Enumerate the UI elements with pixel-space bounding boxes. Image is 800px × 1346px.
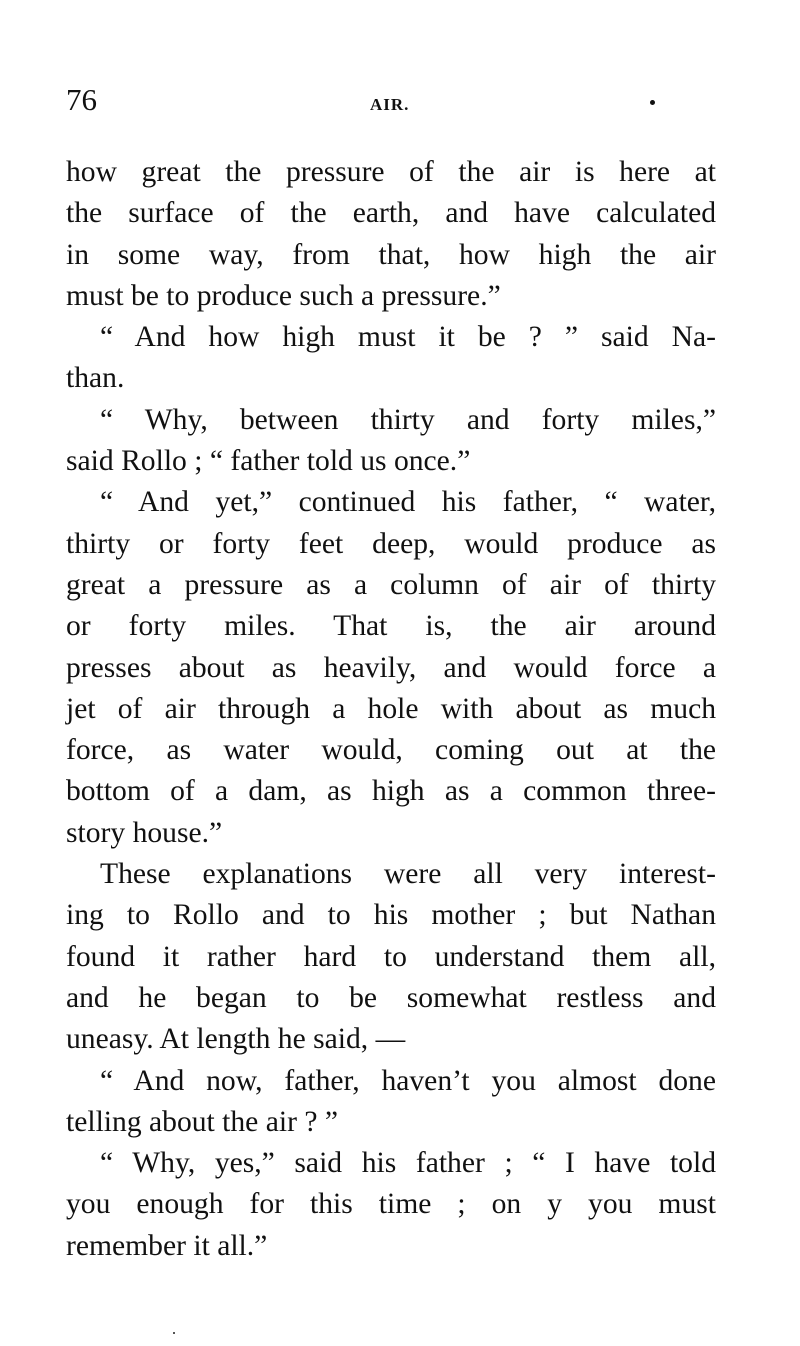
body-text: [66, 152, 716, 1267]
text-line: thirty or forty feet deep, would produce as: [66, 527, 716, 560]
text-line: force, as water would, coming out at the: [66, 734, 716, 767]
text-line: remember it all.”: [66, 1229, 268, 1262]
text-line: the surface of the earth, and have calculated: [66, 197, 716, 230]
paragraph-2: [66, 317, 716, 400]
text-line: These explanations were all very interest-: [100, 858, 716, 891]
text-line: presses about as heavily, and would force a: [66, 651, 716, 684]
text-line: than.: [66, 362, 125, 395]
header-dot-mark: [650, 100, 655, 105]
text-line: story house.”: [66, 816, 223, 849]
text-line: great a pressure as a column of air of thirty: [66, 568, 716, 601]
page-header: [66, 82, 666, 126]
paragraph-4: [66, 482, 716, 854]
text-line: said Rollo ; “ father told us once.”: [66, 445, 471, 478]
text-line: or forty miles. That is, the air around: [66, 610, 716, 643]
text-line: you enough for this time ; on y you must: [66, 1188, 716, 1221]
text-line: found it rather hard to understand them all,: [66, 940, 716, 973]
text-line: “ And yet,” continued his father, “ water,: [100, 486, 716, 519]
text-line: ing to Rollo and to his mother ; but Nathan: [66, 899, 716, 932]
text-line: telling about the air ? ”: [66, 1105, 338, 1138]
paragraph-5: [66, 854, 716, 1060]
paragraph-1: [66, 152, 716, 317]
text-line: “ Why, between thirty and forty miles,”: [100, 403, 716, 436]
text-line: must be to produce such a pressure.”: [66, 279, 501, 312]
text-line: “ Why, yes,” said his father ; “ I have told: [100, 1147, 716, 1180]
paragraph-3: [66, 400, 716, 483]
footer-speck-mark: [173, 1332, 175, 1334]
text-line: in some way, from that, how high the air: [66, 238, 716, 271]
text-line: bottom of a dam, as high as a common three-: [66, 775, 716, 808]
running-title: AIR.: [370, 95, 410, 114]
text-line: and he began to be somewhat restless and: [66, 981, 716, 1014]
text-line: “ And now, father, haven’t you almost done: [100, 1064, 716, 1097]
paragraph-7: [66, 1143, 716, 1267]
text-line: how great the pressure of the air is here at: [66, 156, 716, 188]
text-line: “ And how high must it be ? ” said Na-: [100, 321, 716, 354]
page-number: 76: [66, 82, 97, 117]
text-line: jet of air through a hole with about as much: [66, 692, 716, 725]
paragraph-6: [66, 1061, 716, 1144]
text-line: uneasy. At length he said, —: [66, 1023, 406, 1056]
